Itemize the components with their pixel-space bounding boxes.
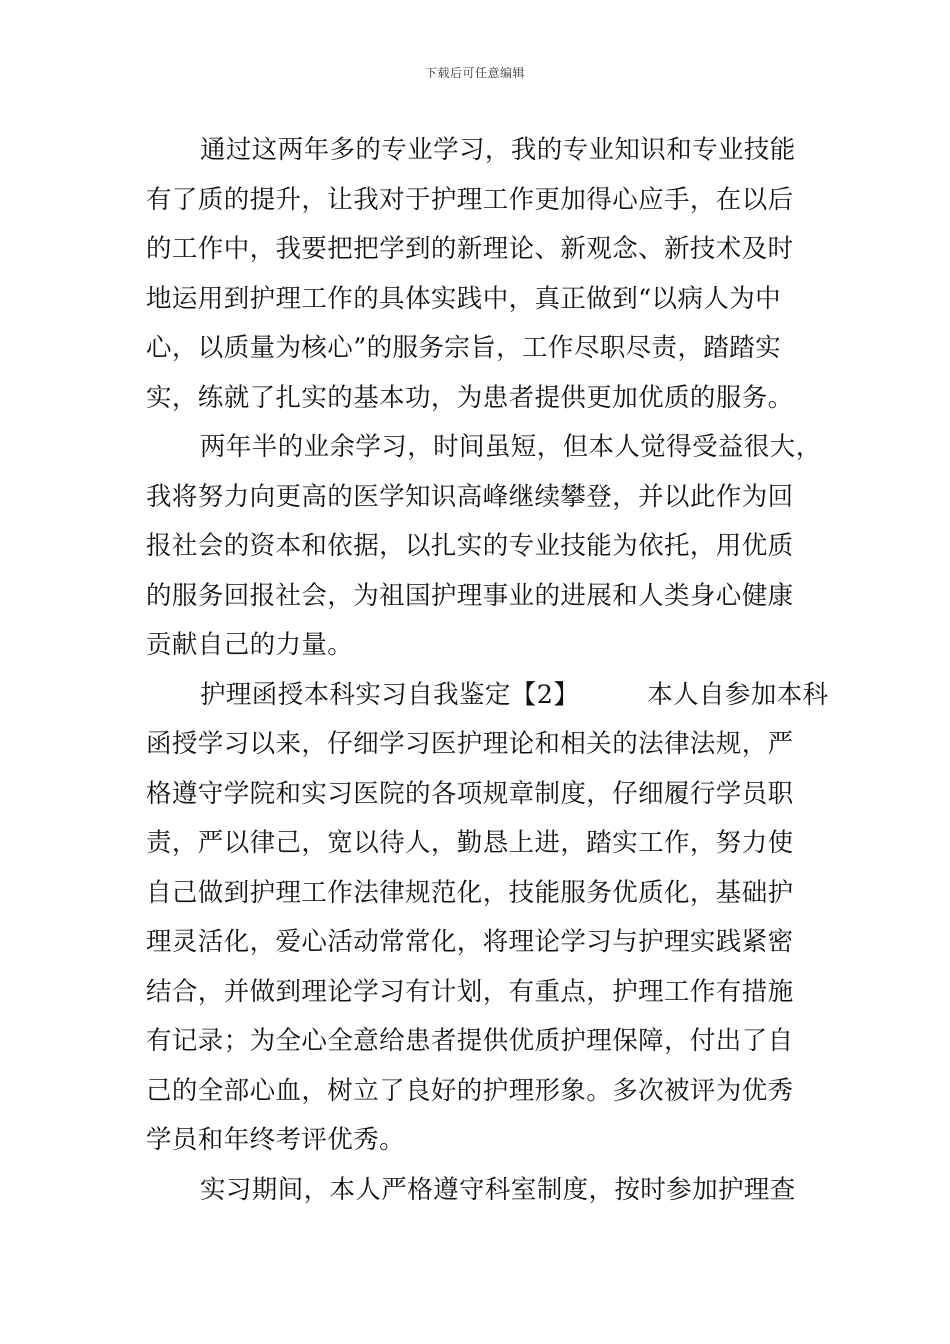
paragraph xyxy=(146,671,829,1166)
text-line: 学员和年终考评优秀。 xyxy=(146,1125,406,1155)
text-line: 实，练就了扎实的基本功，为患者提供更加优质的服务。 xyxy=(146,382,794,413)
paragraph xyxy=(146,1166,826,1216)
heading-line xyxy=(146,671,829,721)
text-line: 结合，并做到理论学习有计划，有重点，护理工作有措施 xyxy=(146,976,794,1007)
section-heading: 护理函授本科实习自我鉴定【2】 xyxy=(200,679,580,710)
text-line: 的服务回报社会，为祖国护理事业的进展和人类身心健康 xyxy=(146,580,794,611)
document-body xyxy=(146,126,829,1215)
text-line: 格遵守学院和实习医院的各项规章制度，仔细履行学员职 xyxy=(146,778,794,809)
paragraph xyxy=(146,423,826,671)
text-line: 的工作中，我要把把学到的新理论、新观念、新技术及时 xyxy=(146,234,794,264)
text-line: 地运用到护理工作的具体实践中，真正做到“以病人为中 xyxy=(146,283,782,314)
text-segment: 本人自参加本科 xyxy=(647,679,829,710)
text-line: 理灵活化，爱心活动常常化，将理论学习与护理实践紧密 xyxy=(146,927,794,957)
paragraph xyxy=(146,126,826,423)
text-line: 实习期间，本人严格遵守科室制度，按时参加护理查 xyxy=(200,1174,796,1205)
text-line: 己的全部心血，树立了良好的护理形象。多次被评为优秀 xyxy=(146,1075,794,1106)
text-line: 函授学习以来，仔细学习医护理论和相关的法律法规，严 xyxy=(146,729,794,759)
text-line: 两年半的业余学习，时间虽短，但本人觉得受益很大， xyxy=(200,432,822,462)
text-line: 有记录；为全心全意给患者提供优质护理保障，付出了自 xyxy=(146,1026,794,1056)
text-line: 贡献自己的力量。 xyxy=(146,630,354,660)
text-line: 通过这两年多的专业学习，我的专业知识和专业技能 xyxy=(200,135,796,165)
text-line: 有了质的提升，让我对于护理工作更加得心应手，在以后 xyxy=(146,184,794,215)
page-header: 下载后可任意编辑 xyxy=(424,66,525,80)
text-line: 心，以质量为核心”的服务宗旨，工作尽职尽责，踏踏实 xyxy=(146,333,782,363)
text-line: 责，严以律己，宽以待人，勤恳上进，踏实工作，努力使 xyxy=(146,828,794,858)
text-line: 我将努力向更高的医学知识高峰继续攀登，并以此作为回 xyxy=(146,481,794,512)
text-line: 报社会的资本和依据，以扎实的专业技能为依托，用优质 xyxy=(146,531,794,561)
text-line: 自己做到护理工作法律规范化，技能服务优质化，基础护 xyxy=(146,877,794,908)
